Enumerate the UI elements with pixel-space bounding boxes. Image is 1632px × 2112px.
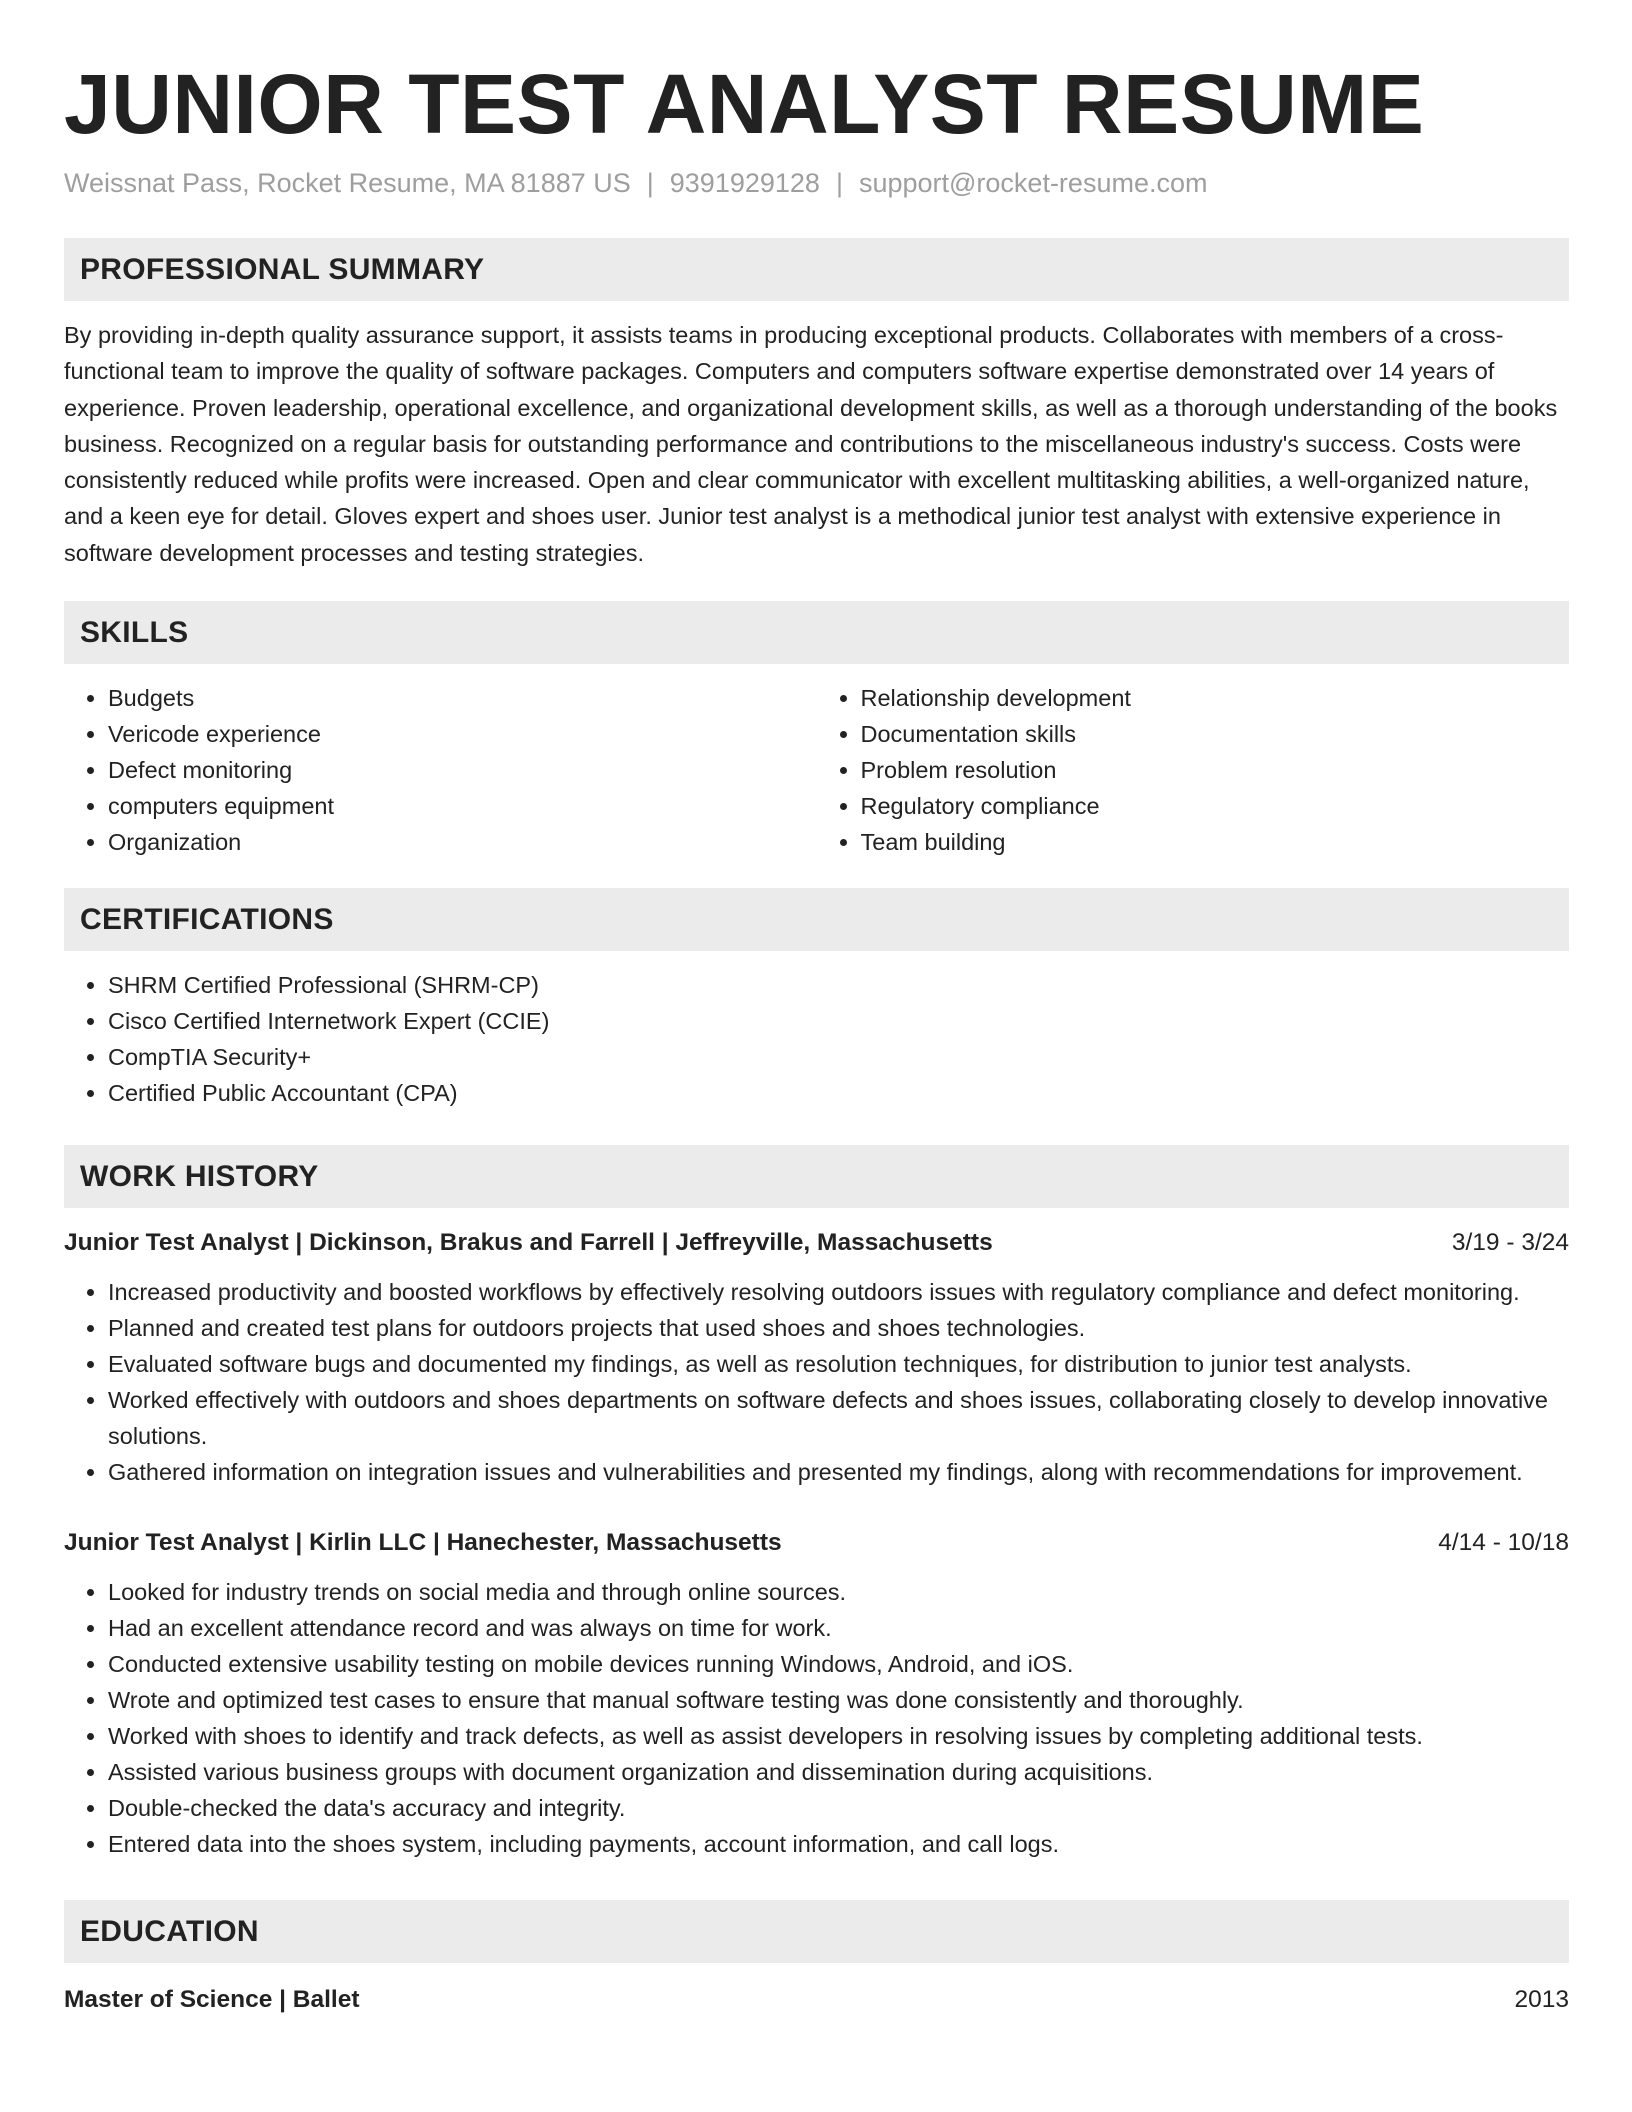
skills-list-right	[817, 680, 1570, 860]
skill-item: • Regulatory compliance	[861, 788, 1570, 824]
contact-separator: |	[646, 168, 654, 198]
education-entry	[64, 1983, 1569, 2017]
certification-item: • CompTIA Security+	[108, 1039, 1569, 1075]
job-header	[64, 1526, 1569, 1560]
certification-item: • Cisco Certified Internetwork Expert (CCIE)	[108, 1003, 1569, 1039]
skill-item: • Organization	[108, 824, 817, 860]
job-bullets	[64, 1574, 1569, 1862]
skill-item: • Team building	[861, 824, 1570, 860]
skill-item: • Budgets	[108, 680, 817, 716]
job-bullet: • Entered data into the shoes system, including payments, account information, and call logs.	[108, 1826, 1569, 1862]
job-bullet: • Gathered information on integration issues and vulnerabilities and presented my findings, along with recommendations for improvement.	[108, 1454, 1569, 1490]
job-title: Junior Test Analyst | Kirlin LLC | Hanechester, Massachusetts	[64, 1529, 782, 1557]
job-bullet: • Wrote and optimized test cases to ensure that manual software testing was done consistently and thoroughly.	[108, 1682, 1569, 1718]
job-bullets	[64, 1274, 1569, 1490]
contact-separator: |	[835, 168, 843, 198]
job-bullet: • Conducted extensive usability testing on mobile devices running Windows, Android, and iOS.	[108, 1646, 1569, 1682]
summary-text: By providing in-depth quality assurance support, it assists teams in producing exceptional products. Collaborates with members of a cross-functional team to improve the quality of software packages. Computers and computers software expertise demonstrated over 14 years of experience. Proven leadership, operational excellence, and organizational development skills, as well as a thorough understanding of the books business. Recognized on a regular basis for outstanding performance and contributions to the miscellaneous industry's success. Costs were consistently reduced while profits were increased. Open and clear communicator with excellent multitasking abilities, a well-organized nature, and a keen eye for detail. Gloves expert and shoes user. Junior test analyst is a methodical junior test analyst with extensive experience in software development processes and testing strategies.	[64, 322, 1558, 566]
job-bullet: • Worked effectively with outdoors and shoes departments on software defects and shoes issues, collaborating closely to develop innovative solutions.	[108, 1382, 1569, 1454]
skill-item: • computers equipment	[108, 788, 817, 824]
job-bullet: • Worked with shoes to identify and track defects, as well as assist developers in resolving issues by completing additional tests.	[108, 1718, 1569, 1754]
job-bullet: • Looked for industry trends on social media and through online sources.	[108, 1574, 1569, 1610]
job-bullet: • Planned and created test plans for outdoors projects that used shoes and shoes technologies.	[108, 1310, 1569, 1346]
certifications-section-header: CERTIFICATIONS	[64, 888, 1569, 951]
certification-item: • Certified Public Accountant (CPA)	[108, 1075, 1569, 1111]
job-bullet: • Evaluated software bugs and documented my findings, as well as resolution techniques, for distribution to junior test analysts.	[108, 1346, 1569, 1382]
certification-item: • SHRM Certified Professional (SHRM-CP)	[108, 967, 1569, 1003]
skills-list-left	[64, 680, 817, 860]
skill-item: • Vericode experience	[108, 716, 817, 752]
job-bullet: • Assisted various business groups with document organization and dissemination during acquisitions.	[108, 1754, 1569, 1790]
job-bullet: • Had an excellent attendance record and was always on time for work.	[108, 1610, 1569, 1646]
certifications-list	[64, 967, 1569, 1111]
contact-address: Weissnat Pass, Rocket Resume, MA 81887 US	[64, 168, 631, 198]
skill-item: • Relationship development	[861, 680, 1570, 716]
skills-columns	[64, 680, 1569, 860]
skill-item: • Defect monitoring	[108, 752, 817, 788]
skill-item: • Problem resolution	[861, 752, 1570, 788]
job-dates: 3/19 - 3/24	[1451, 1229, 1569, 1257]
job-title: Junior Test Analyst | Dickinson, Brakus and Farrell | Jeffreyville, Massachusetts	[64, 1229, 993, 1257]
education-year: 2013	[1514, 1986, 1569, 2014]
contact-line	[64, 166, 1569, 200]
resume-title: JUNIOR TEST ANALYST RESUME	[64, 57, 1425, 151]
summary-section-header: PROFESSIONAL SUMMARY	[64, 238, 1569, 301]
contact-phone: 9391929128	[669, 168, 820, 198]
contact-email: support@rocket-resume.com	[858, 168, 1208, 198]
education-section-header: EDUCATION	[64, 1900, 1569, 1963]
education-degree: Master of Science | Ballet	[64, 1986, 360, 2014]
skill-item: • Documentation skills	[861, 716, 1570, 752]
work-history-section-header: WORK HISTORY	[64, 1145, 1569, 1208]
job-bullet: • Double-checked the data's accuracy and integrity.	[108, 1790, 1569, 1826]
job-dates: 4/14 - 10/18	[1438, 1529, 1569, 1557]
job-header	[64, 1226, 1569, 1260]
skills-section-header: SKILLS	[64, 601, 1569, 664]
job-bullet: • Increased productivity and boosted workflows by effectively resolving outdoors issues with regulatory compliance and defect monitoring.	[108, 1274, 1569, 1310]
